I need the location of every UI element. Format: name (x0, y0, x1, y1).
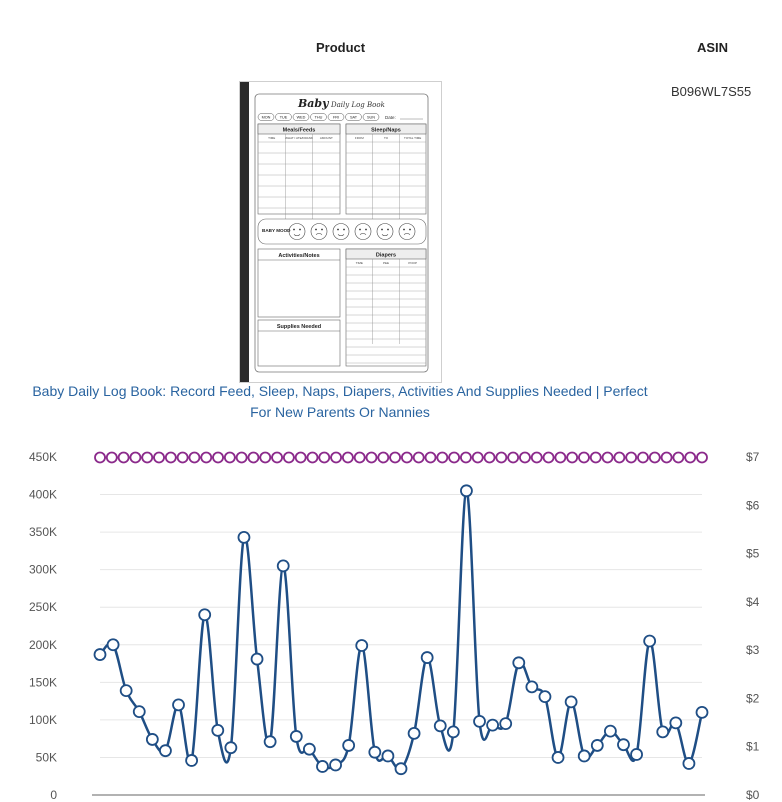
price-data-point[interactable] (638, 452, 648, 462)
rank-data-point[interactable] (539, 691, 550, 702)
day-pill-label: MON (261, 115, 271, 120)
price-data-point[interactable] (508, 452, 518, 462)
cover-column-label: PEE (382, 261, 390, 265)
price-data-point[interactable] (673, 452, 683, 462)
cover-column-label: TO (383, 136, 389, 140)
rank-data-point[interactable] (448, 726, 459, 737)
rank-data-point[interactable] (487, 720, 498, 731)
rank-data-point[interactable] (134, 706, 145, 717)
price-data-point[interactable] (449, 452, 459, 462)
price-data-point[interactable] (284, 452, 294, 462)
rank-data-point[interactable] (592, 740, 603, 751)
day-pills (258, 114, 379, 121)
cover-column-label: TOTAL TIME (404, 136, 422, 140)
day-pill-label: TUE (279, 115, 288, 120)
diapers-section (346, 249, 426, 366)
rank-data-point[interactable] (108, 639, 119, 650)
rank-data-point[interactable] (330, 759, 341, 770)
rank-data-point[interactable] (683, 758, 694, 769)
right-axis-tick-label: $4 (746, 594, 760, 609)
rank-data-point[interactable] (409, 728, 420, 739)
cover-column-label: FROM (354, 136, 364, 140)
price-data-point[interactable] (579, 452, 589, 462)
right-axis-ticks (746, 450, 760, 802)
diapers-heading: Diapers (375, 252, 397, 259)
rank-data-point[interactable] (618, 739, 629, 750)
product-title-link[interactable]: Baby Daily Log Book: Record Feed, Sleep, Naps, Diapers, Activities And Supplies Needed | Perfect For New Parents Or Nannies (32, 383, 648, 420)
price-data-point[interactable] (591, 452, 601, 462)
rank-data-point[interactable] (435, 720, 446, 731)
price-data-point[interactable] (390, 452, 400, 462)
left-axis-tick-label: 150K (28, 675, 57, 690)
price-data-point[interactable] (331, 452, 341, 462)
rank-data-point[interactable] (252, 654, 263, 665)
left-axis-tick-label: 400K (28, 487, 57, 502)
rank-data-point[interactable] (173, 699, 184, 710)
product-image[interactable] (240, 82, 441, 382)
cover-column-label: TIME (355, 261, 363, 265)
day-pill-label: SUN (366, 115, 376, 120)
left-axis-tick-label: 50K (35, 750, 57, 765)
price-data-point[interactable] (366, 452, 376, 462)
price-data-point[interactable] (485, 452, 495, 462)
rank-data-point[interactable] (356, 640, 367, 651)
right-axis-tick-label: $2 (746, 691, 760, 706)
rank-data-point[interactable] (697, 707, 708, 718)
price-data-point[interactable] (544, 452, 554, 462)
right-axis-tick-label: $0 (746, 788, 760, 802)
right-axis-tick-label: $3 (746, 643, 760, 658)
price-data-point[interactable] (343, 452, 353, 462)
rank-series-points (95, 485, 708, 774)
price-data-point[interactable] (555, 452, 565, 462)
price-data-point[interactable] (248, 452, 258, 462)
rank-data-point[interactable] (631, 749, 642, 760)
cover-column-label: AMOUNT (319, 136, 333, 140)
price-data-point[interactable] (272, 452, 282, 462)
price-data-point[interactable] (414, 452, 424, 462)
price-data-point[interactable] (189, 452, 199, 462)
sleep-heading: Sleep/Naps (371, 127, 401, 134)
cover-column-label: WHAT I ATE/DRANK (285, 136, 313, 140)
left-axis-tick-label: 450K (28, 450, 57, 464)
day-pill-label: THU (314, 115, 323, 120)
cover-column-label: TIME (268, 136, 276, 140)
rank-data-point[interactable] (644, 636, 655, 647)
price-data-point[interactable] (496, 452, 506, 462)
rank-data-point[interactable] (657, 726, 668, 737)
mood-face-icon (399, 224, 415, 240)
right-axis-tick-label: $7 (746, 450, 760, 464)
rank-data-point[interactable] (265, 736, 276, 747)
price-data-point[interactable] (166, 452, 176, 462)
rank-data-point[interactable] (566, 696, 577, 707)
price-data-point[interactable] (437, 452, 447, 462)
asin-column-header: ASIN (697, 40, 729, 55)
rank-data-point[interactable] (396, 763, 407, 774)
price-data-point[interactable] (296, 452, 306, 462)
price-data-point[interactable] (95, 452, 105, 462)
rank-data-point[interactable] (278, 560, 289, 571)
rank-data-point[interactable] (160, 745, 171, 756)
rank-data-point[interactable] (304, 744, 315, 755)
rank-data-point[interactable] (382, 750, 393, 761)
rank-data-point[interactable] (121, 685, 132, 696)
rank-data-point[interactable] (500, 718, 511, 729)
rank-data-point[interactable] (526, 681, 537, 692)
price-data-point[interactable] (307, 452, 317, 462)
rank-data-point[interactable] (461, 485, 472, 496)
price-data-point[interactable] (213, 452, 223, 462)
rank-data-point[interactable] (212, 725, 223, 736)
price-data-point[interactable] (378, 452, 388, 462)
price-data-point[interactable] (355, 452, 365, 462)
right-axis-tick-label: $5 (746, 546, 760, 561)
meals-columns (268, 134, 333, 219)
activities-section (258, 249, 340, 317)
cover-date-label: Date: (385, 115, 396, 120)
rank-data-point[interactable] (186, 755, 197, 766)
chart-grid (100, 457, 702, 757)
price-data-point[interactable] (402, 452, 412, 462)
cover-subtitle: Daily Log Book (331, 101, 385, 109)
rank-data-point[interactable] (199, 609, 210, 620)
asin-value: B096WL7S55 (671, 84, 752, 99)
rank-data-point[interactable] (369, 747, 380, 758)
price-data-point[interactable] (461, 452, 471, 462)
price-data-point[interactable] (107, 452, 117, 462)
rank-data-point[interactable] (579, 750, 590, 761)
day-pill-label: WED (296, 115, 306, 120)
left-axis-tick-label: 350K (28, 525, 57, 540)
cover-title: Baby (298, 97, 329, 110)
price-data-point[interactable] (237, 452, 247, 462)
price-data-point[interactable] (567, 452, 577, 462)
rank-data-point[interactable] (238, 532, 249, 543)
product-column-header: Product (316, 40, 366, 55)
price-data-point[interactable] (426, 452, 436, 462)
rank-data-point[interactable] (291, 731, 302, 742)
price-data-point[interactable] (154, 452, 164, 462)
day-pill-label: SAT (349, 115, 358, 120)
price-data-point[interactable] (603, 452, 613, 462)
rank-data-point[interactable] (553, 752, 564, 763)
rank-data-point[interactable] (343, 740, 354, 751)
price-data-point[interactable] (142, 452, 152, 462)
price-data-point[interactable] (626, 452, 636, 462)
left-axis-tick-label: 200K (28, 637, 57, 652)
day-pill-label: FRI (332, 115, 340, 120)
price-data-point[interactable] (614, 452, 624, 462)
rank-data-point[interactable] (513, 657, 524, 668)
diapers-columns (356, 259, 417, 344)
left-axis-tick-label: 300K (28, 562, 57, 577)
rank-data-point[interactable] (225, 742, 236, 753)
rank-data-point[interactable] (670, 717, 681, 728)
price-data-point[interactable] (532, 452, 542, 462)
rank-data-point[interactable] (422, 652, 433, 663)
price-data-point[interactable] (260, 452, 270, 462)
rank-data-point[interactable] (147, 734, 158, 745)
mood-face-icon (377, 224, 393, 240)
mood-face-icon (333, 224, 349, 240)
mood-face-icon (311, 224, 327, 240)
price-data-point[interactable] (319, 452, 329, 462)
mood-label: BABY MOOD (262, 228, 291, 233)
price-data-point[interactable] (130, 452, 140, 462)
left-axis-tick-label: 100K (28, 712, 57, 727)
price-data-point[interactable] (225, 452, 235, 462)
left-axis-tick-label: 250K (28, 600, 57, 615)
sleep-columns (355, 134, 421, 219)
right-axis-tick-label: $1 (746, 739, 760, 754)
price-data-point[interactable] (201, 452, 211, 462)
price-data-point[interactable] (662, 452, 672, 462)
cover-column-label: POOP (408, 261, 418, 265)
price-data-point[interactable] (650, 452, 660, 462)
rank-data-point[interactable] (605, 726, 616, 737)
rank-data-point[interactable] (474, 716, 485, 727)
mood-section (258, 219, 426, 244)
supplies-section (258, 320, 340, 366)
left-axis-tick-label: 0 (50, 788, 57, 802)
price-data-point[interactable] (119, 452, 129, 462)
activities-heading: Activities/Notes (278, 253, 320, 259)
supplies-heading: Supplies Needed (276, 324, 322, 330)
right-axis-tick-label: $6 (746, 498, 760, 513)
price-data-point[interactable] (520, 452, 530, 462)
price-data-point[interactable] (473, 452, 483, 462)
rank-data-point[interactable] (95, 649, 106, 660)
sleep-section (346, 124, 426, 219)
mood-face-icon (289, 224, 305, 240)
book-cover-art (240, 82, 441, 382)
left-axis-ticks (29, 450, 57, 802)
sales-rank-price-chart (0, 440, 782, 802)
meals-heading: Meals/Feeds (282, 127, 316, 134)
price-data-point[interactable] (685, 452, 695, 462)
price-data-point[interactable] (178, 452, 188, 462)
rank-data-point[interactable] (317, 761, 328, 772)
meals-section (258, 124, 340, 219)
price-data-point[interactable] (697, 452, 707, 462)
mood-face-icon (355, 224, 371, 240)
